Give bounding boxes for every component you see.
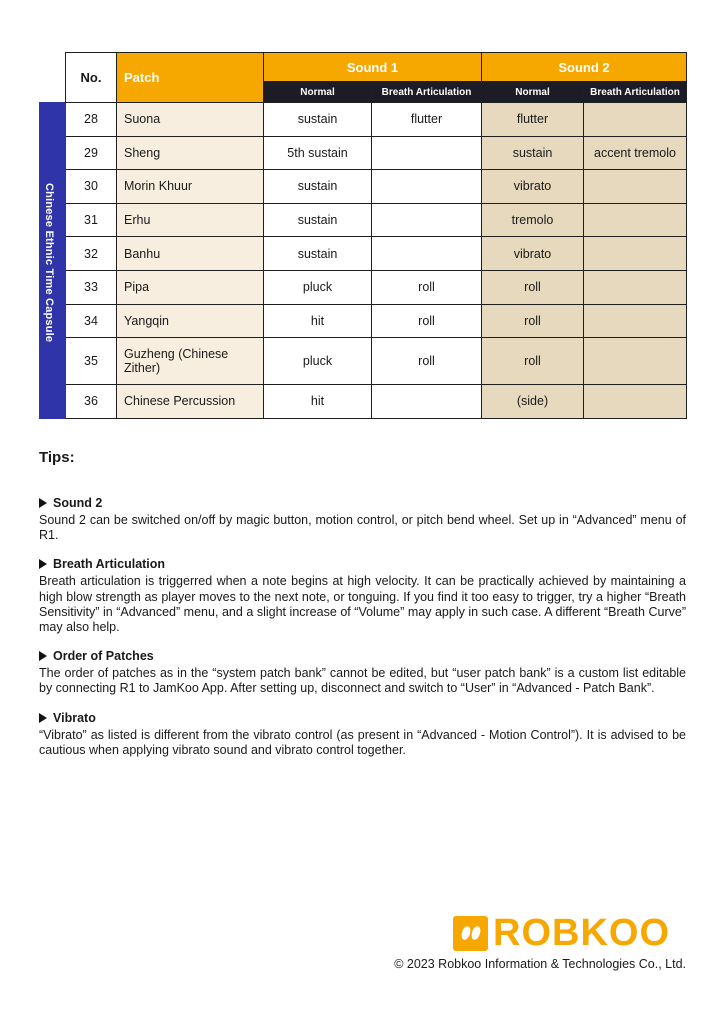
cell-sound1-normal: sustain [264, 170, 372, 204]
cell-sound2-normal: roll [482, 270, 584, 304]
tips-section [39, 449, 686, 772]
cell-sound1-breath [372, 170, 482, 204]
table-row [40, 103, 687, 137]
cell-patch: Pipa [117, 270, 264, 304]
cell-no: 35 [66, 338, 117, 385]
tip-order-of-patches [39, 649, 686, 696]
tip-heading: Order of Patches [53, 649, 154, 664]
cell-sound2-normal: vibrato [482, 237, 584, 271]
cell-no: 30 [66, 170, 117, 204]
header-sound2-breath: Breath Articulation [584, 82, 687, 103]
cell-no: 28 [66, 103, 117, 137]
header-sound1-normal: Normal [264, 82, 372, 103]
header-sound1: Sound 1 [264, 53, 482, 82]
cell-sound1-breath [372, 237, 482, 271]
tip-heading-row [39, 711, 686, 725]
cell-sound2-breath [584, 304, 687, 338]
tip-body: Sound 2 can be switched on/off by magic button, motion control, or pitch bend wheel. Set up in “Advanced” menu of R1. [39, 513, 686, 543]
cell-sound1-breath: roll [372, 304, 482, 338]
cell-patch: Yangqin [117, 304, 264, 338]
patch-table [39, 52, 687, 419]
cell-patch: Suona [117, 103, 264, 137]
cell-sound2-normal: tremolo [482, 203, 584, 237]
cell-sound2-normal: vibrato [482, 170, 584, 204]
cell-sound2-breath [584, 103, 687, 137]
category-cell [40, 103, 66, 419]
cell-sound2-breath [584, 237, 687, 271]
cell-patch: Morin Khuur [117, 170, 264, 204]
tip-vibrato [39, 711, 686, 758]
table-row [40, 385, 687, 419]
cell-sound2-normal: roll [482, 338, 584, 385]
cell-sound1-normal: sustain [264, 103, 372, 137]
tip-body: “Vibrato” as listed is different from the vibrato control (as present in “Advanced - Motion Control”). It is advised to be cautious when applying vibrato sound and vibrato control together. [39, 727, 686, 757]
table-corner [40, 53, 66, 103]
cell-sound1-normal: sustain [264, 203, 372, 237]
cell-sound1-breath [372, 203, 482, 237]
bullet-triangle-icon [39, 498, 47, 508]
cell-sound1-breath [372, 385, 482, 419]
table-row [40, 338, 687, 385]
cell-sound2-normal: (side) [482, 385, 584, 419]
tip-heading: Breath Articulation [53, 557, 166, 572]
cell-sound2-normal: roll [482, 304, 584, 338]
bullet-triangle-icon [39, 651, 47, 661]
cell-sound2-breath [584, 203, 687, 237]
cell-no: 31 [66, 203, 117, 237]
cell-sound1-breath: flutter [372, 103, 482, 137]
table-body [40, 103, 687, 419]
cell-patch: Erhu [117, 203, 264, 237]
tip-heading: Vibrato [53, 710, 96, 725]
bullet-triangle-icon [39, 559, 47, 569]
tip-body: Breath articulation is triggerred when a note begins at high velocity. It can be practically achieved by maintaining a high blow strength as player moves to the next note, or tonguing. If you find it too easy to trigger, try a higher “Breath Sensitivity” in “Advanced” menu, and a slight increase of “Volume” may apply in such case. A different “Breath Curve” may also help. [39, 574, 686, 635]
tip-heading-row [39, 649, 686, 663]
tip-heading: Sound 2 [53, 496, 103, 510]
cell-no: 32 [66, 237, 117, 271]
header-sound1-breath: Breath Articulation [372, 82, 482, 103]
header-patch: Patch [117, 53, 264, 103]
table-row [40, 203, 687, 237]
cell-sound1-normal: pluck [264, 338, 372, 385]
cell-patch: Guzheng (Chinese Zither) [117, 338, 264, 385]
cell-patch: Banhu [117, 237, 264, 271]
table-row [40, 304, 687, 338]
cell-no: 34 [66, 304, 117, 338]
bullet-triangle-icon [39, 713, 47, 723]
category-label: Chinese Ethnic Time Capsule [43, 183, 55, 343]
cell-sound2-breath [584, 270, 687, 304]
copyright-text: © 2023 Robkoo Information & Technologies Co., Ltd. [394, 957, 686, 971]
table-row [40, 270, 687, 304]
cell-sound2-normal: sustain [482, 136, 584, 170]
cell-no: 36 [66, 385, 117, 419]
cell-sound1-normal: hit [264, 304, 372, 338]
cell-patch: Sheng [117, 136, 264, 170]
cell-sound2-breath: accent tremolo [584, 136, 687, 170]
cell-no: 29 [66, 136, 117, 170]
cell-sound1-breath [372, 136, 482, 170]
header-sound2-normal: Normal [482, 82, 584, 103]
tip-heading-row [39, 557, 686, 571]
cell-sound1-breath: roll [372, 338, 482, 385]
cell-sound1-normal: hit [264, 385, 372, 419]
cell-sound2-breath [584, 338, 687, 385]
tip-heading-row [39, 496, 686, 510]
cell-sound1-normal: sustain [264, 237, 372, 271]
cell-sound1-normal: pluck [264, 270, 372, 304]
logo-text: ROBKOO [493, 912, 670, 954]
table-row [40, 237, 687, 271]
table-row [40, 170, 687, 204]
tip-breath-articulation [39, 557, 686, 635]
header-sound2: Sound 2 [482, 53, 687, 82]
tip-sound2 [39, 496, 686, 543]
tips-title: Tips: [39, 449, 75, 466]
logo-mark-icon [453, 916, 488, 951]
header-no: No. [66, 53, 117, 103]
robkoo-logo [453, 913, 670, 953]
cell-sound2-breath [584, 385, 687, 419]
cell-patch: Chinese Percussion [117, 385, 264, 419]
cell-sound1-normal: 5th sustain [264, 136, 372, 170]
tip-body: The order of patches as in the “system patch bank” cannot be edited, but “user patch bank” is a custom list editable by connecting R1 to JamKoo App. After setting up, disconnect and switch to “User” in “Advanced - Patch Bank”. [39, 666, 686, 696]
cell-sound1-breath: roll [372, 270, 482, 304]
patch-table-wrapper [39, 52, 686, 419]
cell-sound2-breath [584, 170, 687, 204]
table-row [40, 136, 687, 170]
cell-sound2-normal: flutter [482, 103, 584, 137]
cell-no: 33 [66, 270, 117, 304]
